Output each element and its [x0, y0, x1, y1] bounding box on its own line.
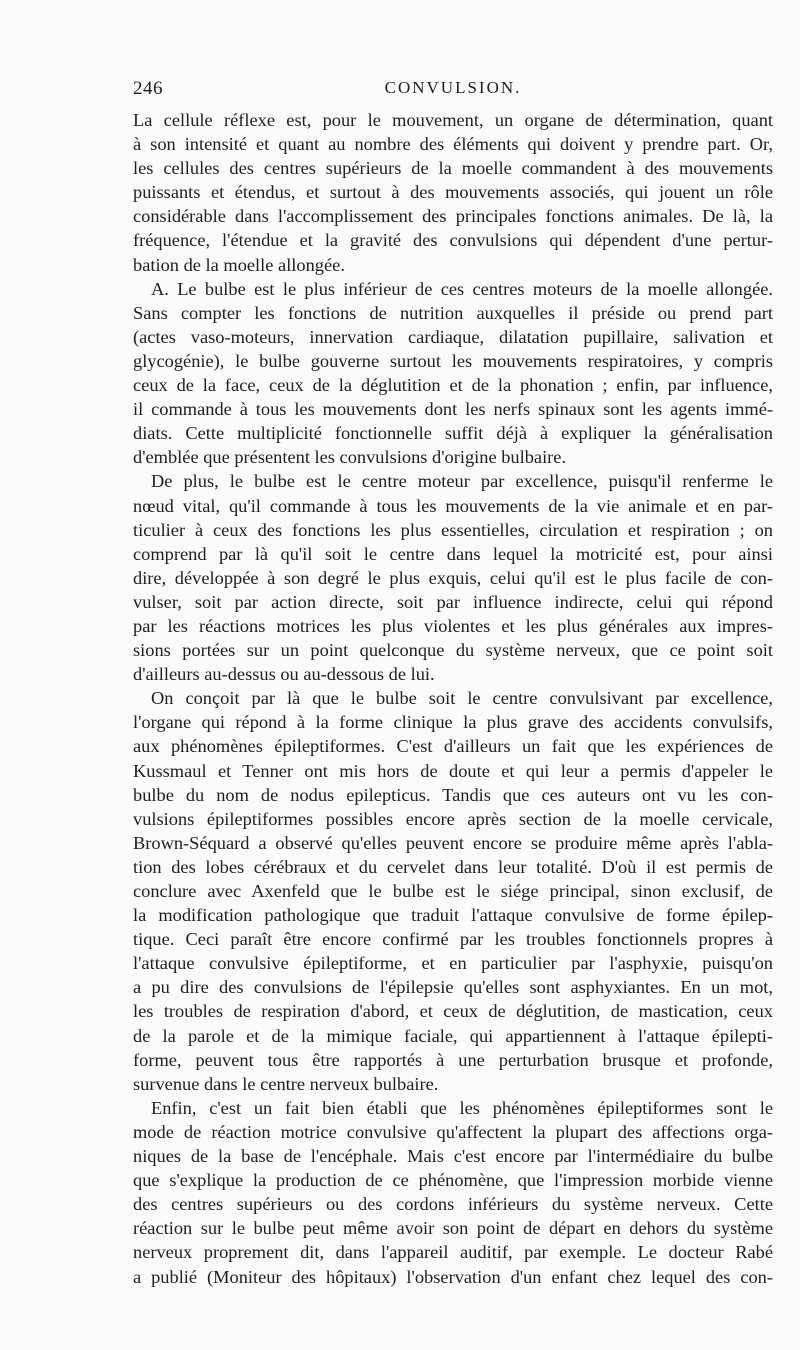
text-line: des centres supérieurs ou des cordons inférieurs du système nerveux. Cette — [133, 1194, 773, 1215]
text-line: De plus, le bulbe est le centre moteur par excellence, puisqu'il renferme le — [151, 471, 773, 492]
text-line: Enfin, c'est un fait bien établi que les phénomènes épileptiformes sont le — [151, 1097, 773, 1118]
text-line: fréquence, l'étendue et la gravité des convulsions qui dépendent d'une pertur- — [133, 230, 773, 251]
text-line: bulbe du nom de nodus epilepticus. Tandis que ces auteurs ont vu les con- — [133, 784, 773, 805]
text-line: mode de réaction motrice convulsive qu'affectent la plupart des affections orga- — [133, 1121, 773, 1142]
text-line: diats. Cette multiplicité fonctionnelle suffit déjà à expliquer la généralisation — [133, 423, 773, 444]
running-head: CONVULSION. — [384, 78, 522, 97]
text-line: nœud vital, qu'il commande à tous les mouvements de la vie animale et en par- — [133, 495, 773, 516]
text-line: ticulier à ceux des fonctions les plus essentielles, circulation et respiration ; on — [133, 519, 773, 540]
text-line: comprend par là qu'il soit le centre dans lequel la motricité est, pour ainsi — [133, 543, 773, 564]
text-line: aux phénomènes épileptiformes. C'est d'ailleurs un fait que les expériences de — [133, 736, 773, 757]
text-line: puissants et étendus, et surtout à des mouvements associés, qui jouent un rôle — [133, 182, 773, 203]
text-line: les cellules des centres supérieurs de la moelle commandent à des mouvements — [133, 158, 773, 179]
text-line: (actes vaso-moteurs, innervation cardiaque, dilatation pupillaire, salivation et — [133, 326, 773, 347]
text-line: ceux de la face, ceux de la déglutition et de la phonation ; enfin, par influence, — [133, 375, 773, 396]
text-line: réaction sur le bulbe peut même avoir son point de départ en dehors du système — [133, 1218, 773, 1239]
text-line: bation de la moelle allongée. — [133, 254, 345, 275]
text-line: considérable dans l'accomplissement des principales fonctions animales. De là, la — [133, 206, 773, 227]
text-line: dire, développée à son degré le plus exquis, celui qu'il est le plus facile de con- — [133, 567, 773, 588]
text-line: A. Le bulbe est le plus inférieur de ces centres moteurs de la moelle allongée. — [151, 278, 773, 299]
text-line: l'organe qui répond à la forme clinique la plus grave des accidents convulsifs, — [133, 712, 773, 733]
text-line: nerveux proprement dit, dans l'appareil auditif, par exemple. Le docteur Rabé — [133, 1242, 773, 1263]
text-line: d'emblée que présentent les convulsions d'origine bulbaire. — [133, 447, 567, 468]
text-line: niques de la base de l'encéphale. Mais c'est encore par l'intermédiaire du bulbe — [133, 1146, 773, 1167]
page-number: 246 — [133, 78, 163, 99]
text-line: de la parole et de la mimique faciale, qui appartiennent à l'attaque épilepti- — [133, 1025, 773, 1046]
text-line: tion des lobes cérébraux et du cervelet dans leur totalité. D'où il est permis de — [133, 856, 773, 877]
text-line: l'attaque convulsive épileptiforme, et en particulier par l'asphyxie, puisqu'on — [133, 953, 773, 974]
body-text — [133, 108, 773, 1289]
text-line: a publié (Moniteur des hôpitaux) l'observation d'un enfant chez lequel des con- — [133, 1266, 773, 1287]
text-line: La cellule réflexe est, pour le mouvement, un organe de détermination, quant — [133, 110, 773, 130]
text-line: les troubles de respiration d'abord, et ceux de déglutition, de mastication, ceux — [133, 1001, 773, 1022]
text-line: par les réactions motrices les plus violentes et les plus générales aux impres- — [133, 615, 773, 636]
text-line: vulsions épileptiformes possibles encore après section de la moelle cervicale, — [133, 808, 773, 829]
text-line: Brown-Séquard a observé qu'elles peuvent encore se produire même après l'abla- — [133, 832, 773, 853]
text-line: survenue dans le centre nerveux bulbaire. — [133, 1073, 439, 1094]
text-line: Kussmaul et Tenner ont mis hors de doute et qui leur a permis d'appeler le — [133, 760, 773, 781]
text-line: la modification pathologique que traduit l'attaque convulsive de forme épilep- — [133, 905, 773, 926]
text-line: il commande à tous les mouvements dont les nerfs spinaux sont les agents immé- — [133, 399, 773, 420]
text-line: forme, peuvent tous être rapportés à une perturbation brusque et profonde, — [133, 1049, 773, 1070]
page-header — [133, 78, 773, 104]
text-line: glycogénie), le bulbe gouverne surtout les mouvements respiratoires, y compris — [133, 350, 773, 371]
text-line: vulser, soit par action directe, soit par influence indirecte, celui qui répond — [133, 591, 773, 612]
text-line: d'ailleurs au-dessus ou au-dessous de lui. — [133, 664, 435, 685]
text-line: que s'explique la production de ce phénomène, que l'impression morbide vienne — [133, 1170, 773, 1191]
text-line: à son intensité et quant au nombre des éléments qui doivent y prendre part. Or, — [133, 134, 773, 155]
text-line: a pu dire des convulsions de l'épilepsie qu'elles sont asphyxiantes. En un mot, — [133, 977, 773, 998]
text-line: conclure avec Axenfeld que le bulbe est le siége principal, sinon exclusif, de — [133, 881, 773, 901]
text-line: tique. Ceci paraît être encore confirmé par les troubles fonctionnels propres à — [133, 929, 773, 950]
text-line: sions portées sur un point quelconque du système nerveux, que ce point soit — [133, 640, 773, 661]
text-line: Sans compter les fonctions de nutrition auxquelles il préside ou prend part — [133, 302, 773, 323]
text-line: On conçoit par là que le bulbe soit le centre convulsivant par excellence, — [151, 688, 773, 709]
